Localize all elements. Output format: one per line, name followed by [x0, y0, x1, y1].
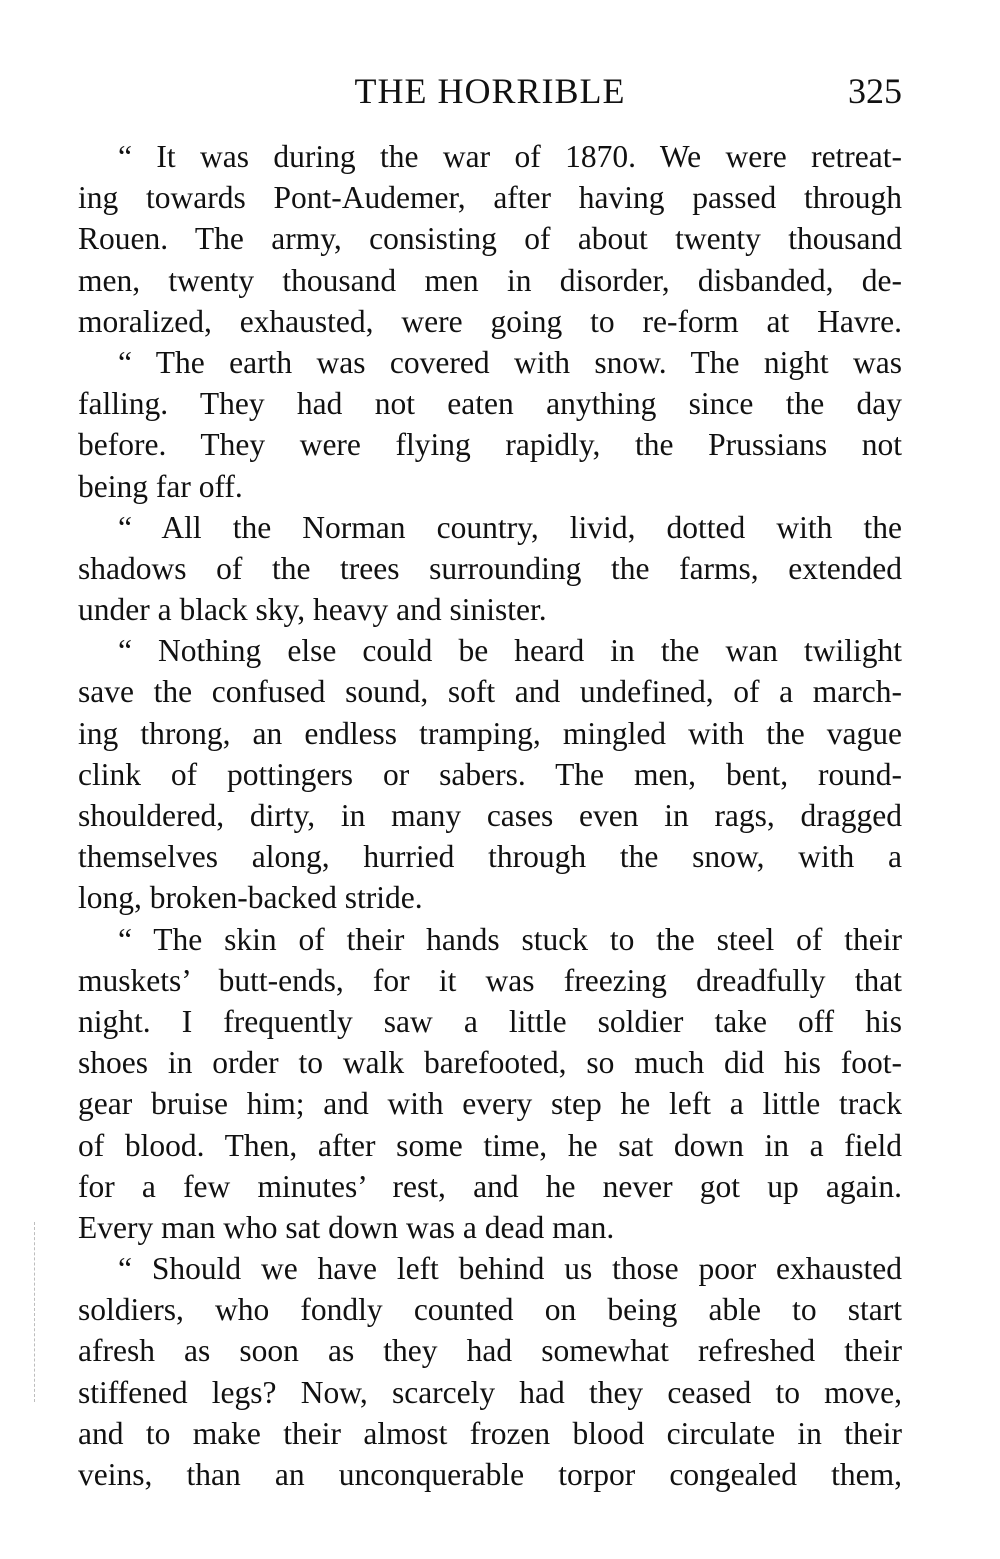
body-text: [78, 136, 902, 1495]
text-line: soldiers, who fondly counted on being able to start: [78, 1292, 902, 1328]
text-line: for a few minutes’ rest, and he never got up again.: [78, 1168, 902, 1204]
text-line: long, broken-backed stride.: [78, 880, 423, 916]
running-head: [78, 66, 902, 116]
margin-rule: [34, 1222, 35, 1402]
text-line: veins, than an unconquerable torpor congealed them,: [78, 1457, 902, 1492]
text-line: “ Should we have left behind us those poor exhausted: [118, 1251, 902, 1287]
text-line: Every man who sat down was a dead man.: [78, 1209, 615, 1245]
text-line: ing throng, an endless tramping, mingled with the vague: [78, 715, 902, 751]
text-line: clink of pottingers or sabers. The men, bent, round-: [78, 756, 902, 792]
text-line: “ It was during the war of 1870. We were retreat-: [118, 139, 902, 174]
text-line: “ All the Norman country, livid, dotted with the: [118, 509, 902, 545]
running-title: THE HORRIBLE: [354, 71, 626, 111]
text-line: shoes in order to walk barefooted, so much did his foot-: [78, 1045, 902, 1081]
text-line: save the confused sound, soft and undefined, of a march-: [78, 674, 902, 710]
text-line: men, twenty thousand men in disorder, disbanded, de-: [78, 262, 902, 298]
text-line: shouldered, dirty, in many cases even in rags, dragged: [78, 798, 902, 833]
text-line: “ The skin of their hands stuck to the steel of their: [118, 921, 902, 957]
text-line: night. I frequently saw a little soldier take off his: [78, 1003, 902, 1039]
page-number: 325: [848, 71, 902, 111]
text-line: Rouen. The army, consisting of about twenty thousand: [78, 221, 902, 257]
text-line: ing towards Pont-Audemer, after having passed through: [78, 180, 902, 216]
text-line: gear bruise him; and with every step he left a little track: [78, 1086, 902, 1122]
text-line: before. They were flying rapidly, the Prussians not: [78, 427, 902, 463]
text-line: under a black sky, heavy and sinister.: [78, 592, 547, 628]
text-line: “ The earth was covered with snow. The night was: [118, 344, 902, 380]
text-line: of blood. Then, after some time, he sat down in a field: [78, 1127, 902, 1163]
text-line: “ Nothing else could be heard in the wan twilight: [118, 633, 902, 669]
text-line: moralized, exhausted, were going to re-form at Havre.: [78, 303, 902, 339]
text-line: muskets’ butt-ends, for it was freezing dreadfully that: [78, 962, 902, 998]
text-line: themselves along, hurried through the snow, with a: [78, 839, 902, 875]
text-line: afresh as soon as they had somewhat refreshed their: [78, 1333, 902, 1369]
text-line: shadows of the trees surrounding the farms, extended: [78, 550, 902, 586]
text-line: falling. They had not eaten anything since the day: [78, 386, 902, 422]
text-line: and to make their almost frozen blood circulate in their: [78, 1415, 902, 1451]
text-line: being far off.: [78, 468, 243, 504]
text-line: stiffened legs? Now, scarcely had they ceased to move,: [78, 1374, 902, 1410]
